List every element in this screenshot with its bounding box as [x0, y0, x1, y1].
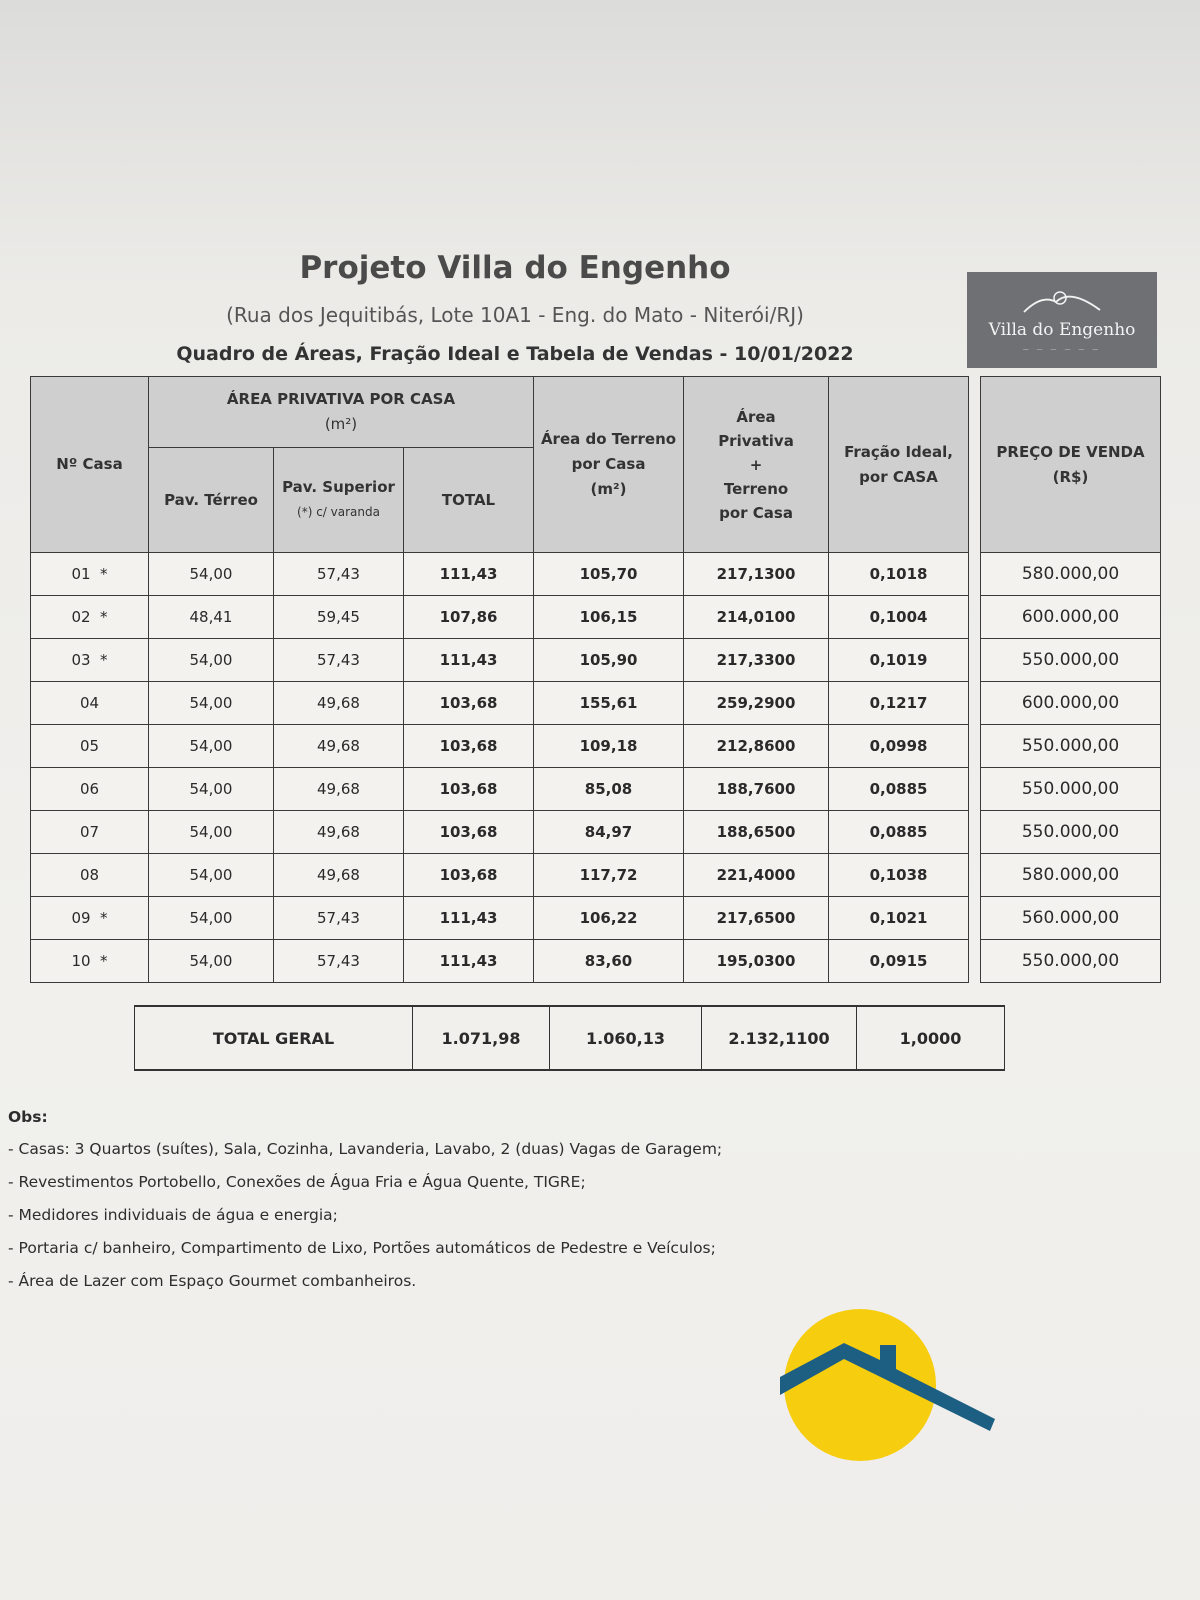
total-geral-row	[135, 1006, 1005, 1070]
col-area-privativa-unit: (m²)	[324, 415, 358, 433]
page-title: Projeto Villa do Engenho	[299, 250, 731, 286]
obs-item: - Medidores individuais de água e energia;	[8, 1206, 338, 1224]
total-cell: 107,86	[404, 596, 534, 639]
area-terreno-cell: 106,15	[534, 596, 684, 639]
total-geral-area: 1.071,98	[413, 1006, 550, 1070]
address-line: (Rua dos Jequitibás, Lote 10A1 - Eng. do Mato - Niterói/RJ)	[226, 303, 804, 327]
preco-cell: 550.000,00	[981, 811, 1161, 854]
column-gap	[969, 596, 981, 639]
area-priv-terreno-cell: 188,6500	[684, 811, 829, 854]
area-terreno-cell: 105,70	[534, 553, 684, 596]
column-gap	[969, 682, 981, 725]
table-row	[31, 854, 1161, 897]
column-gap	[969, 768, 981, 811]
casa-cell: 04	[31, 682, 149, 725]
pav-superior-cell: 49,68	[274, 725, 404, 768]
col-casa-header	[31, 377, 149, 553]
preco-cell: 580.000,00	[981, 553, 1161, 596]
fracao-cell: 0,0915	[829, 940, 969, 983]
pav-superior-cell: 49,68	[274, 854, 404, 897]
table-caption: Quadro de Áreas, Fração Ideal e Tabela de Vendas - 10/01/2022	[176, 343, 854, 365]
table-row	[31, 639, 1161, 682]
casa-cell: 06	[31, 768, 149, 811]
logo-text: Villa do Engenho	[988, 320, 1136, 340]
column-gap	[969, 854, 981, 897]
pav-superior-cell: 49,68	[274, 768, 404, 811]
casa-cell: 01 *	[31, 553, 149, 596]
fracao-cell: 0,0885	[829, 811, 969, 854]
pav-terreo-cell: 54,00	[149, 811, 274, 854]
column-gap	[969, 553, 981, 596]
col-apt-line-3: +	[749, 455, 763, 474]
pav-superior-cell: 59,45	[274, 596, 404, 639]
total-cell: 111,43	[404, 639, 534, 682]
obs-item: - Área de Lazer com Espaço Gourmet combanheiros.	[8, 1272, 417, 1290]
area-priv-terreno-cell: 221,4000	[684, 854, 829, 897]
col-apt-line-2: Privativa	[718, 431, 794, 450]
col-area-terreno-label: Área do Terreno por Casa	[540, 430, 677, 473]
table-row	[31, 897, 1161, 940]
logo-subtext-decoration: — — — — — —	[1022, 346, 1102, 353]
mountain-sun-icon	[1022, 282, 1102, 316]
pav-terreo-cell: 54,00	[149, 897, 274, 940]
pav-superior-cell: 57,43	[274, 553, 404, 596]
area-terreno-cell: 84,97	[534, 811, 684, 854]
pav-terreo-cell: 54,00	[149, 768, 274, 811]
col-area-terreno-unit: (m²)	[590, 480, 627, 498]
area-priv-terreno-cell: 259,2900	[684, 682, 829, 725]
col-casa-label: Nº Casa	[56, 455, 123, 473]
col-total-label: TOTAL	[441, 490, 496, 509]
total-cell: 103,68	[404, 768, 534, 811]
area-priv-terreno-cell: 212,8600	[684, 725, 829, 768]
areas-table	[30, 376, 1161, 983]
pav-terreo-cell: 48,41	[149, 596, 274, 639]
preco-cell: 550.000,00	[981, 768, 1161, 811]
col-fracao-label: Fração Ideal, por CASA	[844, 442, 953, 486]
total-cell: 111,43	[404, 553, 534, 596]
table-row	[31, 725, 1161, 768]
total-cell: 103,68	[404, 682, 534, 725]
table-row	[31, 940, 1161, 983]
table-body	[31, 553, 1161, 983]
pav-terreo-cell: 54,00	[149, 940, 274, 983]
column-gap	[969, 639, 981, 682]
col-area-privativa-header	[149, 377, 534, 448]
area-priv-terreno-cell: 217,3300	[684, 639, 829, 682]
col-pav-terreo-label: Pav. Térreo	[164, 490, 258, 509]
pav-superior-cell: 49,68	[274, 682, 404, 725]
column-gap	[969, 725, 981, 768]
col-area-priv-terreno-header	[684, 377, 829, 553]
pav-superior-cell: 49,68	[274, 811, 404, 854]
area-priv-terreno-cell: 217,1300	[684, 553, 829, 596]
area-terreno-cell: 85,08	[534, 768, 684, 811]
preco-cell: 580.000,00	[981, 854, 1161, 897]
casa-cell: 07	[31, 811, 149, 854]
casa-cell: 08	[31, 854, 149, 897]
total-geral-priv-terreno: 2.132,1100	[702, 1006, 857, 1070]
total-cell: 111,43	[404, 940, 534, 983]
area-priv-terreno-cell: 214,0100	[684, 596, 829, 639]
area-terreno-cell: 109,18	[534, 725, 684, 768]
house-roof-sun-icon	[780, 1305, 1000, 1465]
col-preco-label: PREÇO DE VENDA	[996, 442, 1145, 461]
col-apt-line-1: Área	[736, 407, 776, 426]
pav-terreo-cell: 54,00	[149, 854, 274, 897]
area-terreno-cell: 117,72	[534, 854, 684, 897]
area-terreno-cell: 105,90	[534, 639, 684, 682]
col-pav-terreo-header	[149, 448, 274, 553]
total-cell: 103,68	[404, 725, 534, 768]
preco-cell: 600.000,00	[981, 682, 1161, 725]
preco-cell: 550.000,00	[981, 940, 1161, 983]
col-apt-line-5: por Casa	[719, 503, 793, 522]
table-row	[31, 682, 1161, 725]
villa-logo	[967, 272, 1157, 368]
preco-cell: 600.000,00	[981, 596, 1161, 639]
pav-terreo-cell: 54,00	[149, 682, 274, 725]
fracao-cell: 0,1018	[829, 553, 969, 596]
column-gap	[969, 940, 981, 983]
area-priv-terreno-cell: 217,6500	[684, 897, 829, 940]
fracao-cell: 0,0998	[829, 725, 969, 768]
col-preco-unit: (R$)	[1052, 467, 1089, 486]
obs-item: - Revestimentos Portobello, Conexões de Água Fria e Água Quente, TIGRE;	[8, 1173, 586, 1191]
casa-cell: 05	[31, 725, 149, 768]
total-cell: 103,68	[404, 854, 534, 897]
col-fracao-header	[829, 377, 969, 553]
fracao-cell: 0,1019	[829, 639, 969, 682]
pav-terreo-cell: 54,00	[149, 725, 274, 768]
fracao-cell: 0,1038	[829, 854, 969, 897]
preco-cell: 550.000,00	[981, 639, 1161, 682]
table-row	[31, 553, 1161, 596]
total-cell: 111,43	[404, 897, 534, 940]
total-geral-label: TOTAL GERAL	[135, 1006, 413, 1070]
total-geral-fracao: 1,0000	[857, 1006, 1005, 1070]
total-geral-terreno: 1.060,13	[550, 1006, 702, 1070]
pav-superior-cell: 57,43	[274, 897, 404, 940]
area-terreno-cell: 83,60	[534, 940, 684, 983]
table-row	[31, 768, 1161, 811]
fracao-cell: 0,0885	[829, 768, 969, 811]
col-pav-superior-note: (*) c/ varanda	[297, 505, 380, 519]
col-pav-superior-label: Pav. Superior	[282, 478, 395, 496]
table-row	[31, 596, 1161, 639]
table-row	[31, 811, 1161, 854]
col-total-header	[404, 448, 534, 553]
observations	[8, 1108, 908, 1305]
col-pav-superior-header	[274, 448, 404, 553]
pav-terreo-cell: 54,00	[149, 553, 274, 596]
preco-cell: 560.000,00	[981, 897, 1161, 940]
column-gap	[969, 897, 981, 940]
fracao-cell: 0,1004	[829, 596, 969, 639]
obs-item: - Portaria c/ banheiro, Compartimento de Lixo, Portões automáticos de Pedestre e Veículos;	[8, 1239, 716, 1257]
col-apt-line-4: Terreno	[723, 479, 789, 498]
pav-superior-cell: 57,43	[274, 940, 404, 983]
total-geral-table	[134, 1005, 1005, 1071]
preco-cell: 550.000,00	[981, 725, 1161, 768]
col-area-terreno-header	[534, 377, 684, 553]
fracao-cell: 0,1217	[829, 682, 969, 725]
column-gap	[969, 811, 981, 854]
total-cell: 103,68	[404, 811, 534, 854]
obs-title: Obs:	[8, 1108, 48, 1126]
area-priv-terreno-cell: 188,7600	[684, 768, 829, 811]
casa-cell: 09 *	[31, 897, 149, 940]
col-area-privativa-label: ÁREA PRIVATIVA POR CASA	[226, 390, 456, 408]
fracao-cell: 0,1021	[829, 897, 969, 940]
column-gap	[969, 377, 981, 553]
casa-cell: 10 *	[31, 940, 149, 983]
pav-terreo-cell: 54,00	[149, 639, 274, 682]
area-terreno-cell: 155,61	[534, 682, 684, 725]
area-priv-terreno-cell: 195,0300	[684, 940, 829, 983]
area-terreno-cell: 106,22	[534, 897, 684, 940]
col-preco-header	[981, 377, 1161, 553]
obs-item: - Casas: 3 Quartos (suítes), Sala, Cozinha, Lavanderia, Lavabo, 2 (duas) Vagas de Garagem;	[8, 1140, 723, 1158]
pav-superior-cell: 57,43	[274, 639, 404, 682]
casa-cell: 02 *	[31, 596, 149, 639]
casa-cell: 03 *	[31, 639, 149, 682]
